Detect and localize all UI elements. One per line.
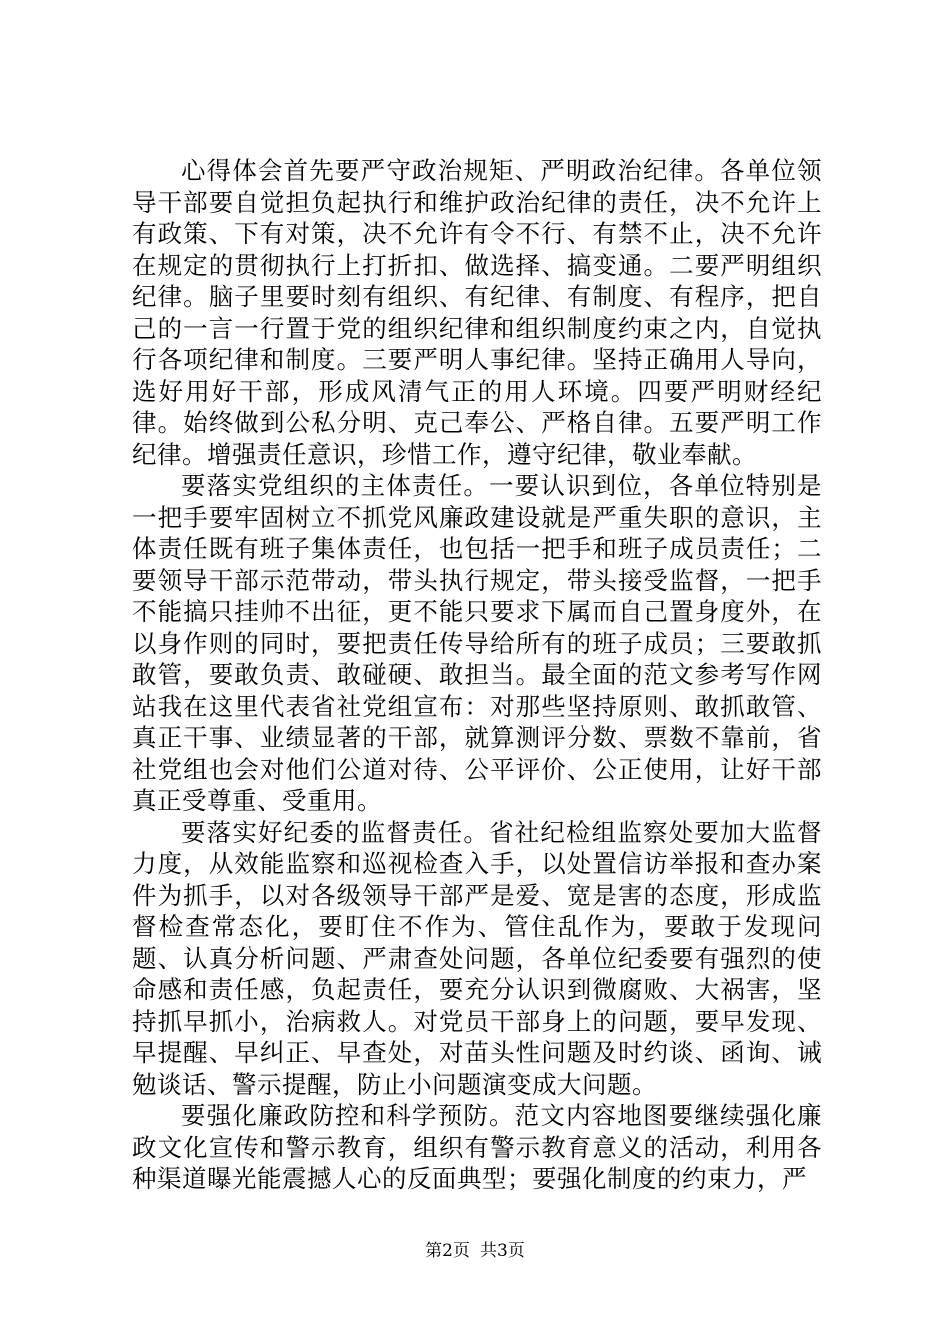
paragraph-prevention: 要强化廉政防控和科学预防。范文内容地图要继续强化廉政文化宣传和警示教育，组织有警示教育意义的活动，利用各种渠道曝光能震撼人心的反面典型；要强化制度的约束力，严 xyxy=(132,1101,822,1193)
page-number-total: 共3页 xyxy=(480,1241,525,1261)
page-footer xyxy=(0,1241,950,1261)
page-number-current: 第2页 xyxy=(425,1241,470,1261)
paragraph-discipline: 心得体会首先要严守政治规矩、严明政治纪律。各单位领导干部要自觉担负起执行和维护政治纪律的责任，决不允许上有政策、下有对策，决不允许有令不行、有禁不止，决不允许在规定的贯彻执行上打折扣、做选择、搞变通。二要严明组织纪律。脑子里要时刻有组织、有纪律、有制度、有程序，把自己的一言一行置于党的组织纪律和组织制度约束之内，自觉执行各项纪律和制度。三要严明人事纪律。坚持正确用人导向，选好用好干部，形成风清气正的用人环境。四要严明财经纪律。始终做到公私分明、克己奉公、严格自律。五要严明工作纪律。增强责任意识，珍惜工作，遵守纪律，敬业奉献。 xyxy=(132,156,822,469)
document-body xyxy=(132,155,822,1195)
paragraph-party-responsibility: 要落实党组织的主体责任。一要认识到位，各单位特别是一把手要牢固树立不抓党风廉政建设就是严重失职的意识，主体责任既有班子集体责任，也包括一把手和班子成员责任；二要领导干部示范带动，带头执行规定，带头接受监督，一把手不能搞只挂帅不出征，更不能只要求下属而自己置身度外，在以身作则的同时，要把责任传导给所有的班子成员；三要敢抓敢管，要敢负责、敢碰硬、敢担当。最全面的范文参考写作网站我在这里代表省社党组宣布：对那些坚持原则、敢抓敢管、真正干事、业绩显著的干部，就算测评分数、票数不靠前，省社党组也会对他们公道对待、公平评价、公正使用，让好干部真正受尊重、受重用。 xyxy=(132,471,822,815)
paragraph-supervision: 要落实好纪委的监督责任。省社纪检组监察处要加大监督力度，从效能监察和巡视检查入手，以处置信访举报和查办案件为抓手，以对各级领导干部严是爱、宽是害的态度，形成监督检查常态化，要盯住不作为、管住乱作为，要敢于发现问题、认真分析问题、严肃查处问题，各单位纪委要有强烈的使命感和责任感，负起责任，要充分认识到微腐败、大祸害，坚持抓早抓小，治病救人。对党员干部身上的问题，要早发现、早提醒、早纠正、早查处，对苗头性问题及时约谈、函询、诫勉谈话、警示提醒，防止小问题演变成大问题。 xyxy=(132,817,822,1099)
